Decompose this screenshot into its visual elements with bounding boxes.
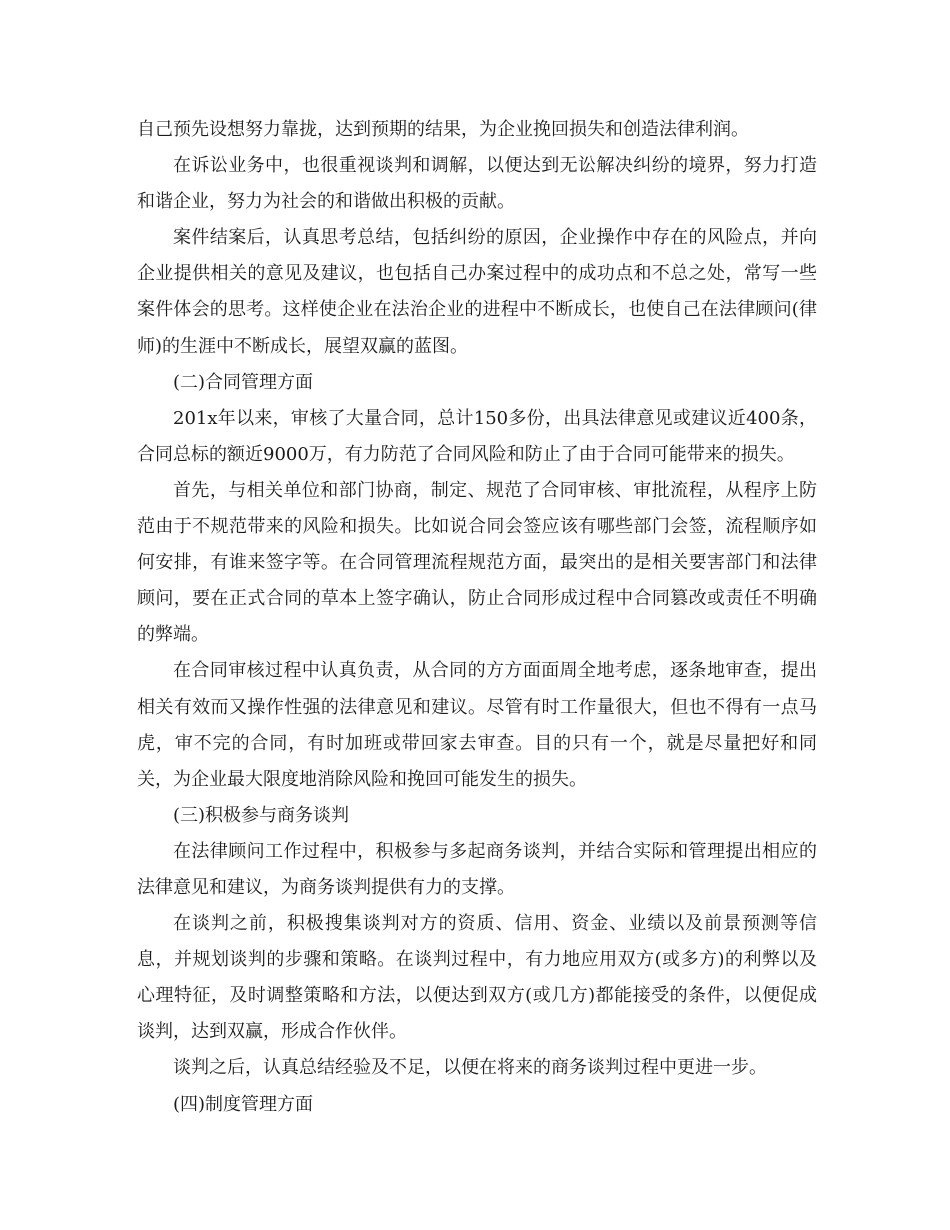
section-heading-contract-management: (二)合同管理方面 <box>173 371 314 393</box>
paragraph-negotiation-preparation: 在谈判之前，积极搜集谈判对方的资质、信用、资金、业绩以及前景预测等信息，并规划谈判的步骤和策略。在谈判过程中，有力地应用双方(或多方)的利弊以及心理特征，及时调整策略和方法，以便达到双方(或几方)都能接受的条件，以便促成谈判，达到双赢，形成合作伙伴。 <box>137 913 817 1043</box>
paragraph-case-summary: 案件结案后，认真思考总结，包括纠纷的原因，企业操作中存在的风险点，并向企业提供相关的意见及建议，也包括自己办案过程中的成功点和不总之处，常写一些案件体会的思考。这样使企业在法治企业的进程中不断成长，也使自己在法律顾问(律师)的生涯中不断成长，展望双赢的蓝图。 <box>137 227 817 357</box>
paragraph-continuation: 自己预先设想努力靠拢，达到预期的结果，为企业挽回损失和创造法律利润。 <box>137 119 749 140</box>
paragraph-negotiation-review: 谈判之后，认真总结经验及不足，以便在将来的商务谈判过程中更进一步。 <box>173 1057 767 1079</box>
paragraph-contract-review: 在合同审核过程中认真负责，从合同的方方面面周全地考虑，逐条地审查，提出相关有效而又操作性强的法律意见和建议。尽管有时工作量很大，但也不得有一点马虎，审不完的合同，有时加班或带回家去审查。目的只有一个，就是尽量把好和同关，为企业最大限度地消除风险和挽回可能发生的损失。 <box>137 660 817 790</box>
document-body <box>137 112 817 1123</box>
section-heading-system-management: (四)制度管理方面 <box>173 1093 314 1115</box>
paragraph-negotiation-participation: 在法律顾问工作过程中，积极参与多起商务谈判，并结合实际和管理提出相应的法律意见和建议，为商务谈判提供有力的支撑。 <box>137 840 817 898</box>
paragraph-litigation-mediation: 在诉讼业务中，也很重视谈判和调解，以便达到无讼解决纠纷的境界，努力打造和谐企业，努力为社会的和谐做出积极的贡献。 <box>137 155 817 213</box>
paragraph-contract-process: 首先，与相关单位和部门协商，制定、规范了合同审核、审批流程，从程序上防范由于不规范带来的风险和损失。比如说合同会签应该有哪些部门会签，流程顺序如何安排，有谁来签字等。在合同管理流程规范方面，最突出的是相关要害部门和法律顾问，要在正式合同的草本上签字确认，防止合同形成过程中合同篡改或责任不明确的弊端。 <box>137 479 817 646</box>
section-heading-business-negotiation: (三)积极参与商务谈判 <box>173 804 350 826</box>
paragraph-contract-statistics: 201x年以来，审核了大量合同，总计150多份，出具法律意见或建议近400条，合同总标的额近9000万，有力防范了合同风险和防止了由于合同可能带来的损失。 <box>137 407 817 465</box>
